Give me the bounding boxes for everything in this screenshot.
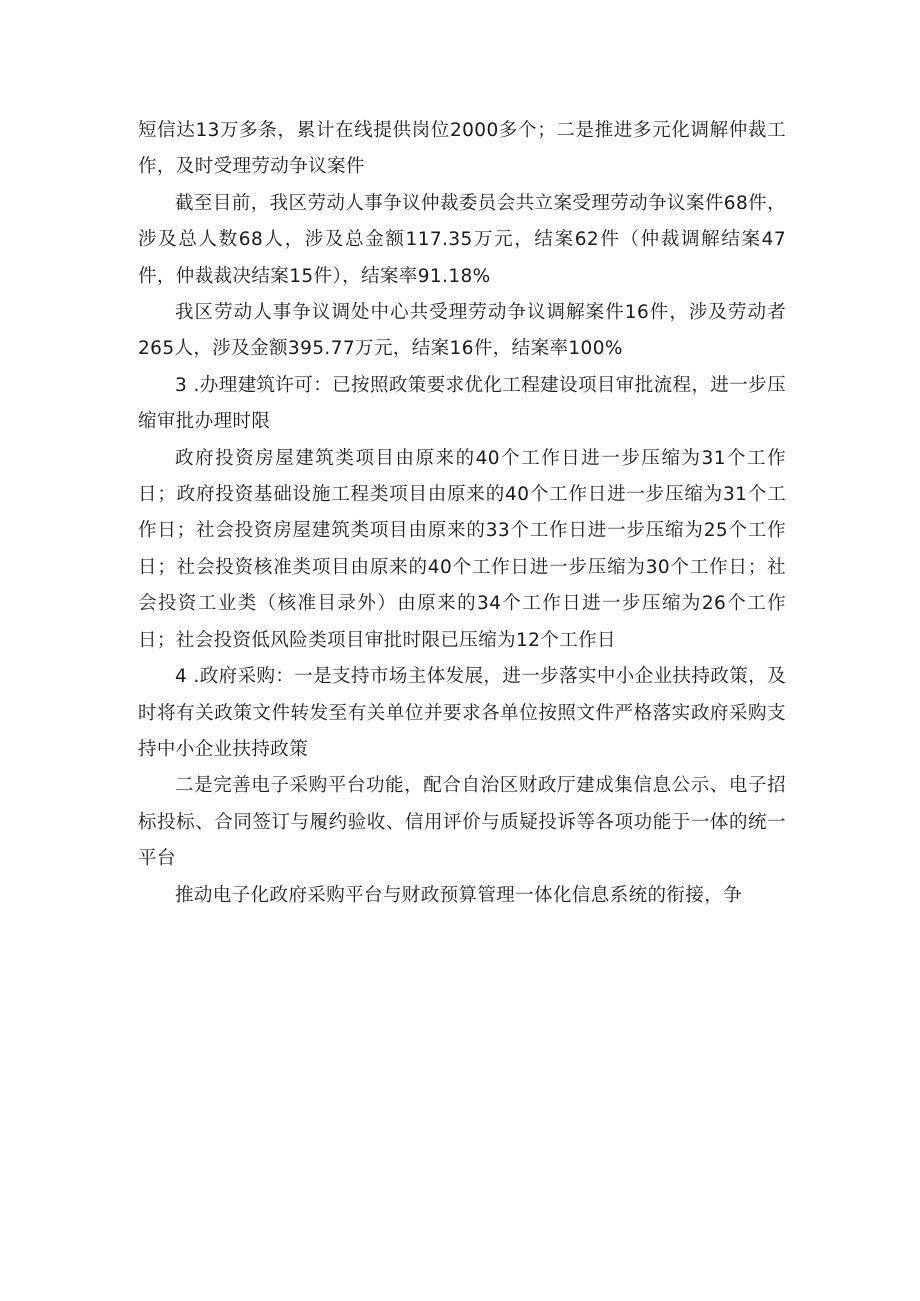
paragraph-system-integration: 推动电子化政府采购平台与财政预算管理一体化信息系统的衔接，争 — [175, 884, 743, 906]
paragraph-government-procurement: 4 .政府采购：一是支持市场主体发展，进一步落实中小企业扶持政策，及时将有关政策文件转发至有关单位并要求各单位按照文件严格落实政府采购支持中小企业扶持政策 — [138, 666, 786, 760]
paragraph-e-procurement-platform: 二是完善电子采购平台功能，配合自治区财政厅建成集信息公示、电子招标投标、合同签订与履约验收、信用评价与质疑投诉等各项功能于一体的统一平台 — [138, 775, 786, 870]
document-body — [138, 113, 786, 914]
paragraph-employment-service: 短信达13万多条，累计在线提供岗位2000多个；二是推进多元化调解仲裁工作，及时受理劳动争议案件 — [138, 120, 786, 178]
paragraph-construction-permit: 3 .办理建筑许可：已按照政策要求优化工程建设项目审批流程，进一步压缩审批办理时限 — [138, 374, 786, 433]
paragraph-arbitration-cases: 截至目前，我区劳动人事争议仲裁委员会共立案受理劳动争议案件68件，涉及总人数68人，涉及总金额117.35万元，结案62件（仲裁调解结案47件，仲裁裁决结案15件），结案率91.18% — [138, 192, 786, 287]
paragraph-approval-time-limits: 政府投资房屋建筑类项目由原来的40个工作日进一步压缩为31个工作日；政府投资基础设施工程类项目由原来的40个工作日进一步压缩为31个工作日；社会投资房屋建筑类项目由原来的33个工作日进一步压缩为25个工作日；社会投资核准类项目由原来的40个工作日进一步压缩为30个工作日；社会投资工业类（核准目录外）由原来的34个工作日进一步压缩为26个工作日；社会投资低风险类项目审批时限已压缩为12个工作日 — [138, 447, 786, 651]
paragraph-mediation-cases: 我区劳动人事争议调处中心共受理劳动争议调解案件16件，涉及劳动者265人，涉及金额395.77万元，结案16件，结案率100% — [138, 302, 786, 360]
